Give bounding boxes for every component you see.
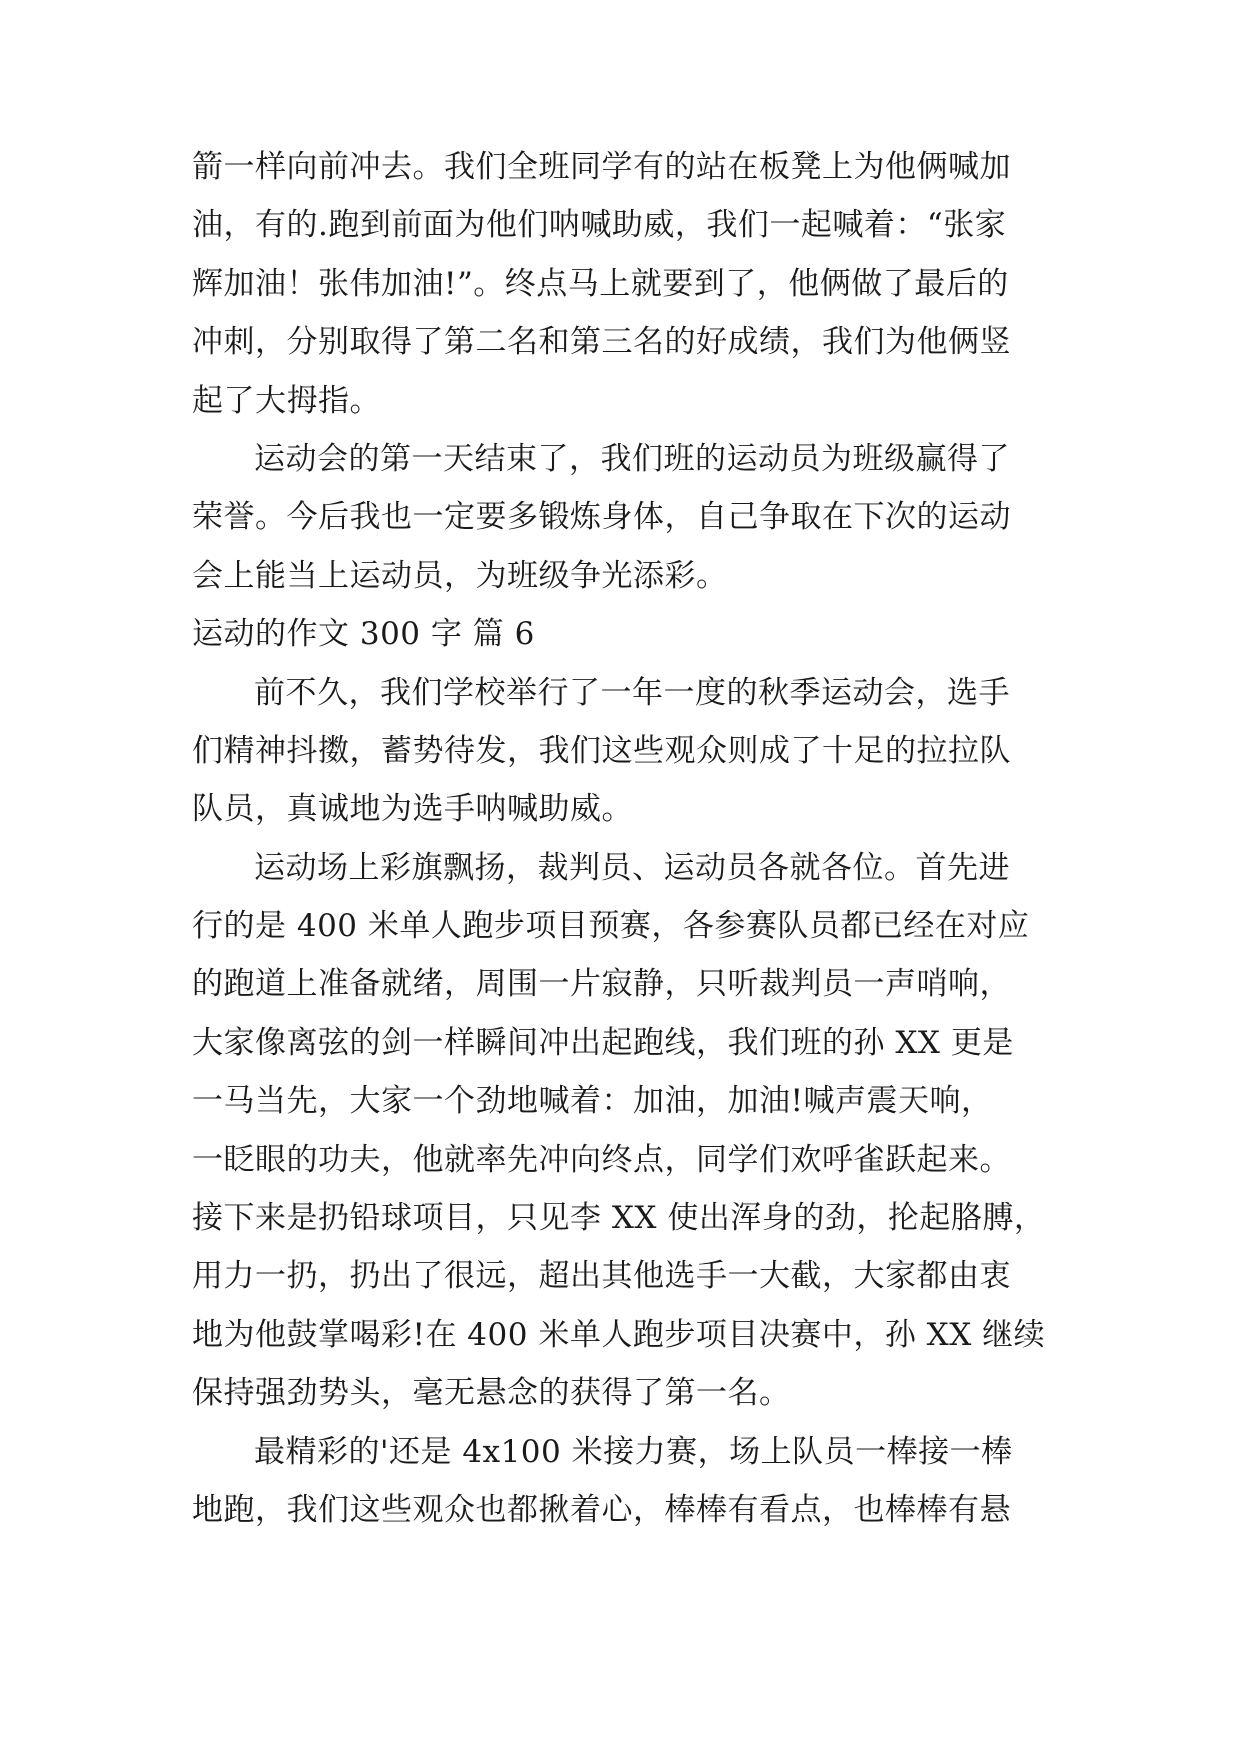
text-line: 接下来是扔铅球项目，只见李 XX 使出浑身的劲，抡起胳膊， — [192, 1200, 1046, 1237]
document-body — [192, 138, 1052, 1539]
paragraph-first-line: 最精彩的'还是 4x100 米接力赛，场上队员一棒接一棒 — [254, 1433, 1013, 1470]
text-line: 起了大拇指。 — [192, 382, 381, 419]
text-line: 的跑道上准备就绪，周围一片寂静，只听裁判员一声哨响， — [192, 966, 1011, 1003]
paragraph-first-line: 运动会的第一天结束了，我们班的运动员为班级赢得了 — [254, 440, 1010, 477]
text-line: 箭一样向前冲去。我们全班同学有的站在板凳上为他俩喊加 — [192, 149, 1011, 185]
section-heading: 运动的作文 300 字 篇 6 — [192, 616, 535, 653]
text-line: 一眨眼的功夫，他就率先冲向终点，同学们欢呼雀跃起来。 — [192, 1141, 1011, 1178]
text-line: 荣誉。今后我也一定要多锻炼身体，自己争取在下次的运动 — [192, 499, 1011, 536]
text-line: 行的是 400 米单人跑步项目预赛，各参赛队员都已经在对应 — [192, 908, 1030, 945]
paragraph-first-line: 前不久，我们学校举行了一年一度的秋季运动会，选手 — [254, 674, 1010, 711]
text-line: 们精神抖擞，蓄势待发，我们这些观众则成了十足的拉拉队 — [192, 732, 1011, 769]
text-line: 地跑，我们这些观众也都揪着心，棒棒有看点，也棒棒有悬 — [192, 1491, 1011, 1528]
text-line: 用力一扔，扔出了很远，超出其他选手一大截，大家都由衷 — [192, 1258, 1011, 1295]
text-line: 大家像离弦的剑一样瞬间冲出起跑线，我们班的孙 XX 更是 — [192, 1024, 1014, 1061]
text-line: 队员，真诚地为选手呐喊助威。 — [192, 791, 633, 828]
text-line: 地为他鼓掌喝彩!在 400 米单人跑步项目决赛中，孙 XX 继续 — [192, 1316, 1046, 1353]
text-line: 一马当先，大家一个劲地喊着：加油，加油!喊声震天响， — [192, 1083, 993, 1120]
text-line: 辉加油！张伟加油!”。终点马上就要到了，他俩做了最后的 — [192, 265, 1009, 302]
text-line: 油，有的.跑到前面为他们呐喊助威，我们一起喊着：“张家 — [192, 207, 1007, 244]
paragraph-first-line: 运动场上彩旗飘扬，裁判员、运动员各就各位。首先进 — [254, 849, 1010, 886]
text-line: 保持强劲势头，毫无悬念的获得了第一名。 — [192, 1375, 791, 1412]
text-line: 会上能当上运动员，为班级争光添彩。 — [192, 557, 728, 594]
text-line: 冲刺，分别取得了第二名和第三名的好成绩，我们为他俩竖 — [192, 324, 1011, 361]
